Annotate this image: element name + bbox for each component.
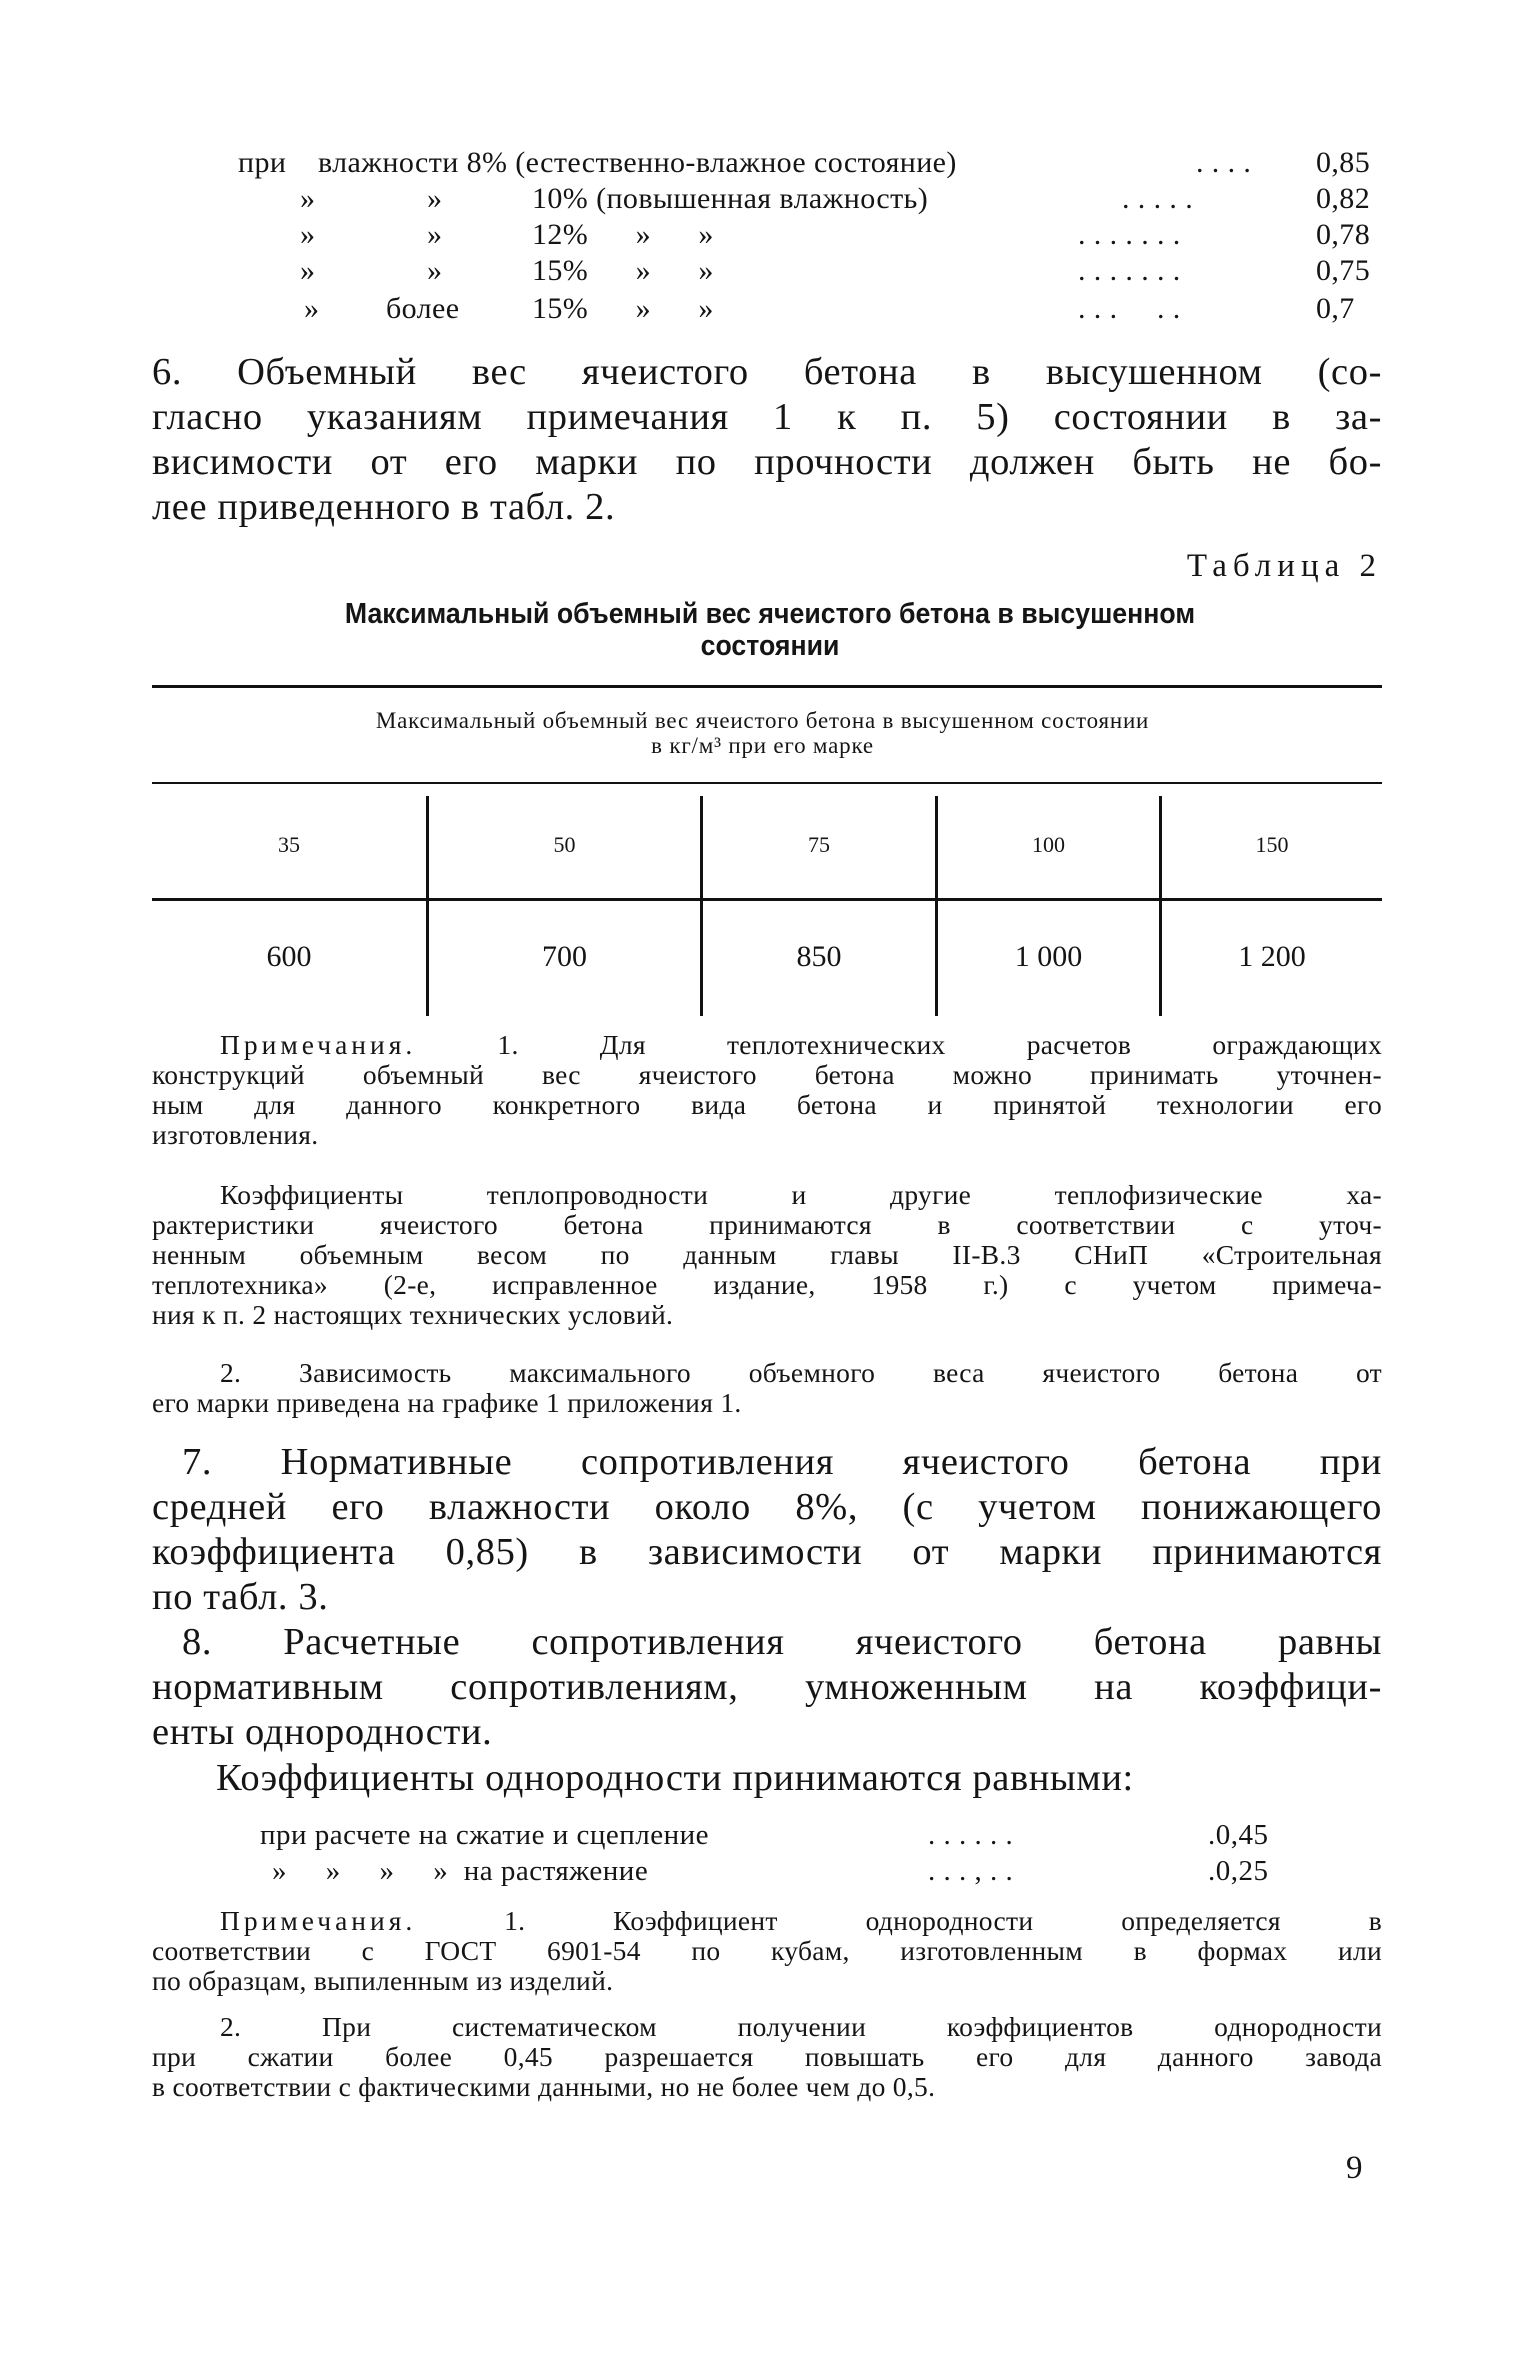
table-title-line: состоянии bbox=[700, 630, 840, 662]
row-value: 0,85 bbox=[1316, 146, 1371, 179]
note-line: рактеристики ячеистого бетона принимаются в соответствии с уточ- bbox=[152, 1209, 1382, 1240]
coefficients-intro: Коэффициенты однородности принимаются равными: bbox=[216, 1757, 1134, 1799]
table-title bbox=[227, 598, 1313, 662]
coefficient-leader: . . . , . . bbox=[928, 1855, 1014, 1887]
row-leader: . . . . bbox=[1196, 146, 1252, 179]
table-header bbox=[160, 708, 1365, 758]
note-line: при сжатии более 0,45 разрешается повышать его для данного завода bbox=[152, 2041, 1382, 2072]
paragraph-line: енты однородности. bbox=[152, 1711, 493, 1753]
paragraph-line: 8. Расчетные сопротивления ячеистого бетона равны bbox=[182, 1621, 1382, 1663]
note-line: ния к п. 2 настоящих технических условий. bbox=[152, 1299, 674, 1330]
row-prefix-2: » bbox=[427, 182, 443, 215]
notes-coefficients-item2 bbox=[152, 2012, 1382, 2102]
table-number: Таблица 2 bbox=[1186, 548, 1382, 584]
note-line: Коэффициенты теплопроводности и другие теплофизические ха- bbox=[220, 1179, 1382, 1210]
table-column-divider bbox=[426, 796, 429, 1016]
note-text: 1. Коэффициент однородности определяется в bbox=[504, 1905, 1382, 1936]
row-label: 15% » » bbox=[532, 292, 714, 325]
coefficient-value: .0,45 bbox=[1208, 1819, 1269, 1851]
page-number: 9 bbox=[1346, 2150, 1363, 2186]
paragraph-line: 7. Нормативные сопротивления ячеистого бетона при bbox=[182, 1441, 1382, 1483]
note-line: в соответствии с фактическими данными, но не более чем до 0,5. bbox=[152, 2071, 936, 2102]
value-cell: 700 bbox=[542, 940, 587, 973]
row-label: влажности 8% (естественно-влажное состояние) bbox=[318, 146, 957, 179]
note-text: 1. Для теплотехнических расчетов ограждающих bbox=[497, 1029, 1382, 1060]
row-value: 0,82 bbox=[1316, 182, 1371, 215]
paragraph-8 bbox=[152, 1620, 1382, 1755]
table-column-divider bbox=[700, 796, 703, 1016]
table-header-line: Максимальный объемный вес ячеистого бетона в высушенном состоянии bbox=[375, 708, 1150, 733]
row-prefix-2: » bbox=[427, 254, 443, 287]
notes-table2-item2 bbox=[152, 1358, 1382, 1418]
row-label: 15% » » bbox=[532, 254, 714, 287]
value-cell: 1 000 bbox=[1014, 940, 1083, 973]
table-header-rule bbox=[152, 782, 1382, 784]
notes-table2 bbox=[152, 1030, 1382, 1150]
row-value: 0,7 bbox=[1316, 292, 1355, 325]
table-top-rule bbox=[152, 685, 1382, 688]
paragraph-line: по табл. 3. bbox=[152, 1576, 329, 1618]
row-value: 0,75 bbox=[1316, 254, 1371, 287]
note-line bbox=[152, 1906, 1382, 1936]
row-value: 0,78 bbox=[1316, 218, 1371, 251]
row-label: 10% (повышенная влажность) bbox=[532, 182, 929, 215]
table-header-line: в кг/м³ при его марке bbox=[651, 733, 874, 758]
paragraph-line: 6. Объемный вес ячеистого бетона в высушенном (со- bbox=[152, 351, 1382, 393]
row-leader: . . . . . bbox=[1078, 292, 1181, 325]
row-leader: . . . . . . . bbox=[1078, 254, 1181, 287]
note-line: 2. Зависимость максимального объемного веса ячеистого бетона от bbox=[220, 1357, 1382, 1388]
notes-table2-para bbox=[152, 1180, 1382, 1330]
note-line: теплотехника» (2-е, исправленное издание, 1958 г.) с учетом примеча- bbox=[152, 1269, 1382, 1300]
table-column-divider bbox=[935, 796, 938, 1016]
row-leader: . . . . . . . bbox=[1078, 218, 1181, 251]
coefficient-leader: . . . . . . bbox=[928, 1819, 1014, 1851]
table-column-divider bbox=[1159, 796, 1162, 1016]
paragraph-6 bbox=[152, 350, 1382, 530]
value-cell: 1 200 bbox=[1238, 940, 1306, 973]
paragraph-line: гласно указаниям примечания 1 к п. 5) состоянии в за- bbox=[152, 396, 1382, 438]
row-leader: . . . . . bbox=[1122, 182, 1194, 215]
coefficient-value: .0,25 bbox=[1208, 1855, 1269, 1887]
table-grade-rule bbox=[152, 898, 1382, 901]
grade-cell: 50 bbox=[553, 832, 576, 857]
paragraph-line: нормативным сопротивлениям, умноженным на коэффици- bbox=[152, 1666, 1382, 1708]
coefficient-label: при расчете на сжатие и сцепление bbox=[260, 1819, 709, 1851]
note-line: конструкций объемный вес ячеистого бетона можно принимать уточнен- bbox=[152, 1059, 1382, 1090]
notes-heading: Примечания. bbox=[220, 1029, 417, 1060]
paragraph-line: коэффициента 0,85) в зависимости от марки принимаются bbox=[152, 1531, 1382, 1573]
grade-cell: 150 bbox=[1255, 832, 1289, 857]
value-cell: 850 bbox=[796, 940, 842, 973]
coefficient-label: » » » » на растяжение bbox=[272, 1855, 649, 1887]
value-cell: 600 bbox=[266, 940, 312, 973]
grade-cell: 100 bbox=[1032, 832, 1065, 857]
note-line: ненным объемным весом по данным главы II-В.3 СНиП «Строительная bbox=[152, 1239, 1382, 1270]
row-prefix: » bbox=[300, 218, 316, 251]
note-line: по образцам, выпиленным из изделий. bbox=[152, 1965, 614, 1996]
note-line: соответствии с ГОСТ 6901-54 по кубам, изготовленным в формах или bbox=[152, 1935, 1382, 1966]
note-line bbox=[152, 1030, 1382, 1060]
row-prefix: » bbox=[300, 182, 316, 215]
row-prefix: » bbox=[304, 292, 320, 325]
note-line: 2. При систематическом получении коэффициентов однородности bbox=[220, 2011, 1382, 2042]
paragraph-line: средней его влажности около 8%, (с учетом понижающего bbox=[152, 1486, 1382, 1528]
row-prefix: при bbox=[238, 146, 287, 179]
paragraph-7 bbox=[152, 1440, 1382, 1620]
notes-coefficients bbox=[152, 1906, 1382, 1996]
row-label: 12% » » bbox=[532, 218, 714, 251]
table-title-line: Максимальный объемный вес ячеистого бетона в высушенном bbox=[344, 598, 1196, 630]
grade-cell: 35 bbox=[278, 832, 300, 857]
notes-heading: Примечания. bbox=[220, 1905, 417, 1936]
note-line: ным для данного конкретного вида бетона и принятой технологии его bbox=[152, 1089, 1382, 1120]
grade-cell: 75 bbox=[808, 832, 830, 857]
note-line: изготовления. bbox=[152, 1119, 319, 1150]
note-line: его марки приведена на графике 1 приложения 1. bbox=[152, 1387, 742, 1418]
row-prefix: » bbox=[300, 254, 316, 287]
row-prefix-2: более bbox=[386, 292, 460, 325]
row-prefix-2: » bbox=[427, 218, 443, 251]
paragraph-line: лее приведенного в табл. 2. bbox=[152, 486, 616, 528]
paragraph-line: висимости от его марки по прочности должен быть не бо- bbox=[152, 441, 1382, 483]
